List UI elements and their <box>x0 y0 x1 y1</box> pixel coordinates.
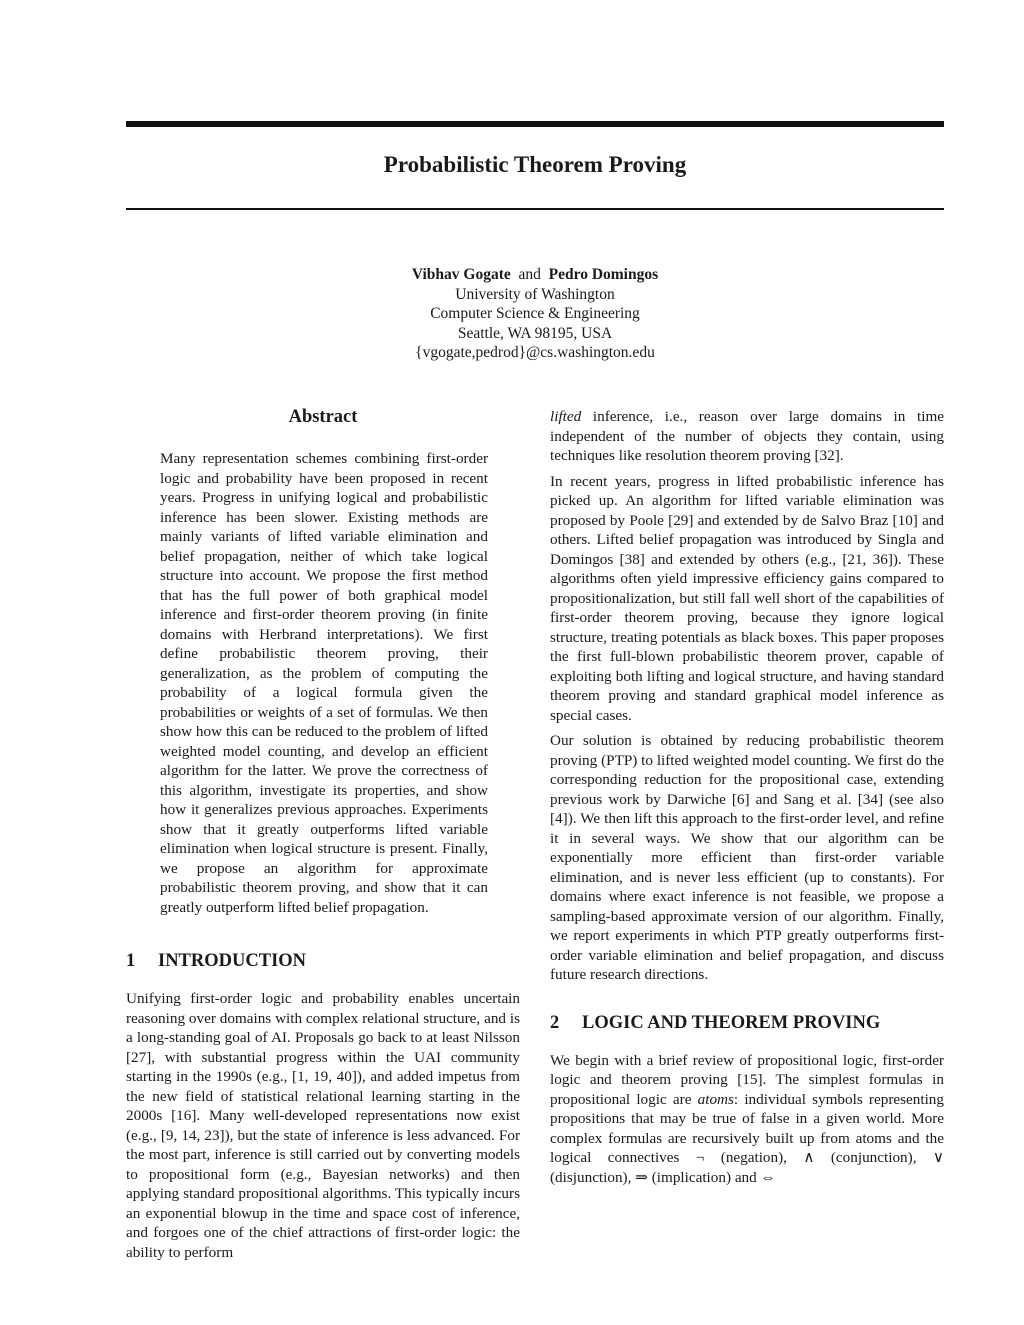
author-name-2: Pedro Domingos <box>548 266 659 283</box>
intro-paragraph-1-text: Unifying first-order logic and probability enables uncertain reasoning over domains with complex relational structure, and is a long-standing goal of AI. Proposals go back to at least Nilsson [27], with substantial progress within the UAI community starting in the 1990s (e.g., [1, 19, 40]), and added impetus from the new field of statistical relational learning starting in the 2000s [16]. Many well-developed representations now exist (e.g., [9, 14, 23]), but the state of inference is less advanced. For the most part, inference is still carried out by converting models to propositional form (e.g., Bayesian networks) and then applying standard propositional algorithms. This typically incurs an exponential blowup in the time and space cost of inference, and forgoes one of the chief attractions of first-order logic: the ability to perform <box>126 990 520 1261</box>
author-line <box>126 265 944 285</box>
intro-emphasis-lifted: lifted <box>550 408 582 425</box>
section-heading-logic <box>550 1011 944 1035</box>
paper-title: Probabilistic Theorem Proving <box>383 152 687 177</box>
logic-paragraph-1 <box>550 1051 944 1188</box>
right-column <box>550 407 944 1187</box>
intro-paragraph-1-start <box>126 989 520 1262</box>
section-title: INTRODUCTION <box>158 951 307 971</box>
logic-emphasis-atoms: atoms <box>697 1090 734 1108</box>
section-title: LOGIC AND THEOREM PROVING <box>582 1012 881 1033</box>
section-number: 2 <box>550 1012 560 1033</box>
author-name-1: Vibhav Gogate <box>411 266 511 283</box>
affiliation-university: University of Washington <box>455 285 615 303</box>
affiliation-address: Seattle, WA 98195, USA <box>457 324 613 342</box>
logic-paragraph-1-tail: : individual symbols representing propositions that may be true of false in a given world. More complex formulas are recursively built up from atoms and the logical connectives ¬ (negation), ∧ (conjunction), ∨ (disjunction), ⇒ (implication) and ⇔ <box>550 1090 944 1186</box>
intro-paragraph-2: In recent years, progress in lifted probabilistic inference has picked up. An algorithm for lifted variable elimination was proposed by Poole [29] and extended by de Salvo Braz [10] and others. Lifted belief propagation was introduced by Singla and Domingos [38] and extended by others (e.g., [21, 36]). These algorithms often yield impressive efficiency gains compared to propositionalization, but still fall well short of the capabilities of first-order theorem proving, because they ignore logical structure, treating potentials as black boxes. This paper proposes the first full-blown probabilistic theorem prover, capable of exploiting both lifting and logical structure, and having standard theorem proving and standard graphical model inference as special cases. <box>550 472 944 724</box>
left-column <box>126 405 520 1262</box>
title-rule-bottom <box>126 208 944 210</box>
intro-paragraph-1-tail: inference, i.e., reason over large domains in time independent of the number of objects they contain, using techniques like resolution theorem proving [32]. <box>550 408 945 464</box>
section-heading-introduction <box>126 949 520 973</box>
logic-paragraph-1-head: We begin with a brief review of propositional logic, first-order logic and theorem proving [15]. The simplest formulas in propositional logic are <box>550 1051 944 1108</box>
abstract-heading: Abstract <box>288 407 358 427</box>
author-email: {vgogate,pedrod}@cs.washington.edu <box>415 344 655 361</box>
intro-paragraph-3: Our solution is obtained by reducing probabilistic theorem proving (PTP) to lifted weighted model counting. We first do the corresponding reduction for the propositional case, extending previous work by Darwiche [6] and Sang et al. [34] (see also [4]). We then lift this approach to the first-order level, and refine it in several ways. We show that our algorithm can be exponentially more efficient than first-order variable elimination, and is never less efficient (up to constants). For domains where exact inference is not feasible, we propose a sampling-based approximate version of our algorithm. Finally, we report experiments in which PTP greatly outperforms first-order variable elimination and belief propagation, and discuss future research directions. <box>550 732 944 983</box>
author-block <box>126 265 944 363</box>
section-number: 1 <box>126 951 136 971</box>
abstract-text: Many representation schemes combining first-order logic and probability have been proposed in recent years. Progress in unifying logical and probabilistic inference has been slower. Existing methods are mainly variants of lifted variable elimination and belief propagation, neither of which take logical structure into account. We propose the first method that has the full power of both graphical model inference and first-order theorem proving (in finite domains with Herbrand interpretations). We first define probabilistic theorem proving, their generalization, as the problem of computing the probability of a logical formula given the probabilities or weights of a set of formulas. We then show how this can be reduced to the problem of lifted weighted model counting, and develop an efficient algorithm for the latter. We prove the correctness of this algorithm, investigate its properties, and show how it generalizes previous approaches. Experiments show that it greatly outperforms lifted variable elimination when logical structure is present. Finally, we propose an algorithm for approximate probabilistic theorem proving, and show that it can greatly outperform lifted belief propagation. <box>160 450 488 916</box>
title-rule-top <box>126 121 944 127</box>
affiliation-department: Computer Science & Engineering <box>430 305 640 322</box>
intro-paragraph-1-continued <box>550 407 944 466</box>
author-conjunction: and <box>518 266 541 283</box>
